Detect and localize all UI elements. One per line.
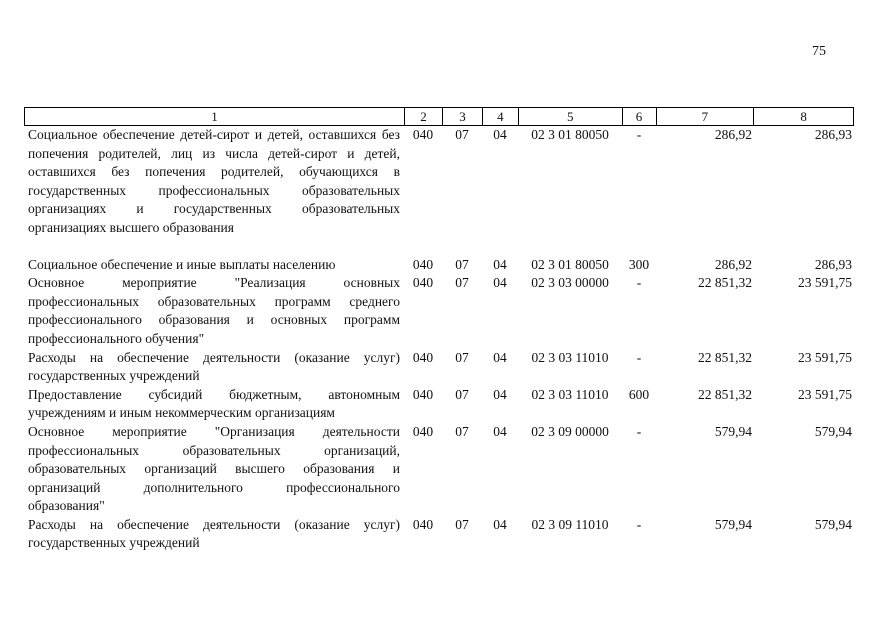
row-name: Социальное обеспечение и иные выплаты населению (28, 256, 336, 272)
row-name: Предоставление субсидий бюджетным, автономным учреждениям и иным некоммерческим организациям (28, 386, 400, 421)
row-target: 02 3 01 80050 (531, 256, 609, 272)
row-sum2: 23 591,75 (798, 275, 852, 291)
row-section: 07 (455, 349, 469, 365)
table-row (24, 423, 854, 516)
row-type: 600 (628, 386, 650, 402)
row-sum2: 579,94 (814, 516, 852, 532)
row-code: 040 (412, 127, 434, 142)
row-section: 07 (455, 516, 469, 532)
row-section: 07 (455, 127, 469, 142)
row-name: Расходы на обеспечение деятельности (оказание услуг) государственных учреждений (28, 516, 400, 551)
row-target: 02 3 03 00000 (531, 275, 609, 291)
row-sum2: 286,93 (814, 256, 852, 272)
row-type: - (636, 275, 642, 291)
header-col-7: 7 (656, 108, 754, 125)
row-sum1: 22 851,32 (698, 386, 752, 402)
table-row (24, 274, 854, 348)
row-code: 040 (412, 275, 434, 291)
row-code: 040 (412, 256, 434, 272)
row-sum2: 286,93 (814, 127, 852, 142)
row-type: - (636, 516, 642, 532)
table-row (24, 349, 854, 386)
row-type: - (636, 423, 642, 439)
row-sum2: 23 591,75 (798, 386, 852, 402)
row-subsection: 04 (493, 275, 507, 291)
row-type: 300 (628, 256, 650, 272)
row-section: 07 (455, 386, 469, 402)
row-section: 07 (455, 256, 469, 272)
row-name: Расходы на обеспечение деятельности (оказание услуг) государственных учреждений (28, 349, 400, 384)
row-sum2: 23 591,75 (798, 349, 852, 365)
row-sum1: 22 851,32 (698, 349, 752, 365)
header-col-3: 3 (442, 108, 482, 125)
row-code: 040 (412, 516, 434, 532)
table-row (24, 126, 854, 238)
table-row (24, 386, 854, 423)
budget-table (24, 107, 854, 553)
row-target: 02 3 09 11010 (531, 516, 609, 532)
row-gap (24, 238, 854, 256)
header-col-2: 2 (404, 108, 442, 125)
header-col-6: 6 (622, 108, 656, 125)
table-row (24, 516, 854, 553)
row-target: 02 3 01 80050 (531, 127, 609, 142)
header-col-4: 4 (482, 108, 518, 125)
row-target: 02 3 09 00000 (531, 423, 609, 439)
row-section: 07 (455, 275, 469, 291)
row-subsection: 04 (493, 423, 507, 439)
row-target: 02 3 03 11010 (531, 349, 609, 365)
row-code: 040 (412, 349, 434, 365)
row-name: Основное мероприятие "Организация деятельности профессиональных образовательных организаций, образовательных организаций высшего образования и организаций дополнительного профессионального образования" (28, 423, 400, 514)
table-header (24, 107, 854, 126)
row-sum1: 286,92 (714, 127, 752, 142)
row-type: - (636, 127, 642, 142)
row-type: - (636, 349, 642, 365)
row-subsection: 04 (493, 127, 507, 142)
row-code: 040 (412, 386, 434, 402)
row-subsection: 04 (493, 349, 507, 365)
row-subsection: 04 (493, 386, 507, 402)
row-subsection: 04 (493, 516, 507, 532)
table-row (24, 256, 854, 275)
row-name: Социальное обеспечение детей-сирот и детей, оставшихся без попечения родителей, лиц из числа детей-сирот и детей, оставшихся без попечения родителей, обучающихся в государственных профессиональных образовательных организациях и государственных образовательных организациях высшего образования (28, 127, 400, 235)
row-section: 07 (455, 423, 469, 439)
row-code: 040 (412, 423, 434, 439)
header-col-5: 5 (518, 108, 622, 125)
page-number: 75 (812, 44, 826, 59)
row-sum1: 579,94 (714, 516, 752, 532)
header-col-1: 1 (211, 109, 218, 124)
row-name: Основное мероприятие "Реализация основных профессиональных образовательных программ среднего профессионального образования и основных программ профессионального обучения" (28, 275, 400, 346)
row-sum1: 286,92 (714, 256, 752, 272)
header-col-8: 8 (753, 108, 853, 125)
row-sum1: 22 851,32 (698, 275, 752, 291)
row-subsection: 04 (493, 256, 507, 272)
row-target: 02 3 03 11010 (531, 386, 609, 402)
row-sum2: 579,94 (814, 423, 852, 439)
row-sum1: 579,94 (714, 423, 752, 439)
